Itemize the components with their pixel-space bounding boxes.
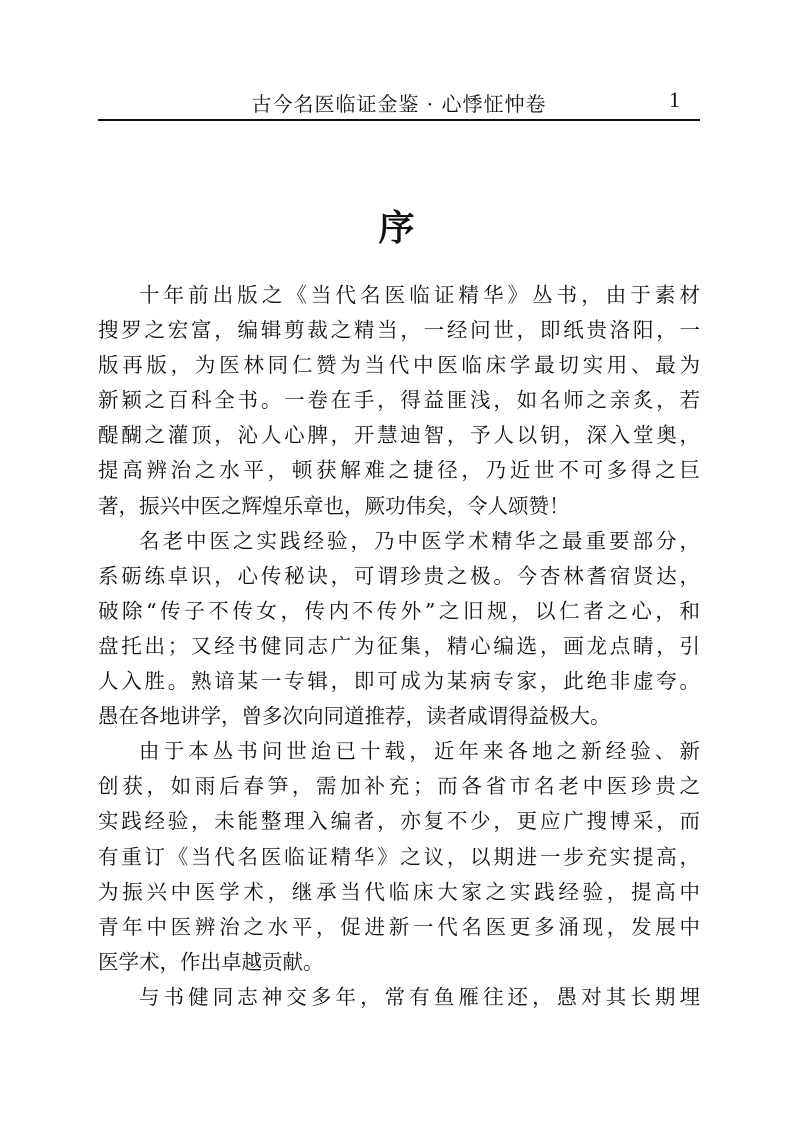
text-line: 搜罗之宏富，编辑剪裁之精当，一经问世，即纸贵洛阳，一 [98, 318, 700, 343]
section-title: 序 [378, 207, 415, 249]
paragraph [98, 734, 700, 980]
text-line: 名老中医之实践经验，乃中医学术精华之最重要部分， [139, 528, 700, 553]
text-line: 医学术，作出卓越贡献。 [98, 949, 324, 974]
text-line: 十年前出版之《当代名医临证精华》丛书，由于素材 [139, 283, 700, 307]
text-line: 提高辨治之水平，顿获解难之捷径，乃近世不可多得之巨 [98, 458, 700, 483]
text-line: 有重订《当代名医临证精华》之议，以期进一步充实提高， [98, 844, 700, 869]
text-line: 实践经验，未能整理入编者，亦复不少，更应广搜博采，而 [98, 809, 700, 834]
text-line: 创获，如雨后春笋，需加补充；而各省市名老中医珍贵之 [98, 774, 700, 799]
paragraph [98, 524, 700, 735]
paragraph [98, 980, 700, 1015]
text-line: 版再版，为医林同仁赞为当代中医临床学最切实用、最为 [98, 353, 700, 378]
text-line: 与书健同志神交多年，常有鱼雁往还，愚对其长期埋 [139, 984, 700, 1009]
text-line: 愚在各地讲学，曾多次向同道推荐，读者咸谓得益极大。 [98, 704, 611, 729]
paragraph [98, 278, 700, 524]
running-header [98, 84, 700, 118]
header-rule [98, 119, 700, 121]
text-line: 破除“传子不传女，传内不传外”之旧规，以仁者之心，和 [98, 598, 700, 623]
text-line: 系砺练卓识，心传秘诀，可谓珍贵之极。今杏林耆宿贤达， [98, 563, 700, 588]
text-line: 盘托出；又经书健同志广为征集，精心编选，画龙点睛，引 [98, 633, 700, 658]
text-line: 著，振兴中医之辉煌乐章也，厥功伟矣，令人颂赞！ [98, 493, 570, 518]
page-number: 1 [669, 87, 680, 112]
running-title: 古今名医临证金鉴 · 心悸怔忡卷 [251, 92, 547, 116]
text-line: 醍醐之灌顶，沁人心脾，开慧迪智，予人以钥，深入堂奥， [98, 423, 700, 448]
body-text [98, 278, 700, 1015]
text-line: 人入胜。熟谙某一专辑，即可成为某病专家，此绝非虚夸。 [98, 669, 700, 694]
text-line: 为振兴中医学术，继承当代临床大家之实践经验，提高中 [98, 879, 700, 904]
text-line: 由于本丛书问世迨已十载，近年来各地之新经验、新 [139, 739, 700, 764]
text-line: 新颖之百科全书。一卷在手，得益匪浅，如名师之亲炙，若 [98, 388, 700, 413]
text-line: 青年中医辨治之水平，促进新一代名医更多涌现，发展中 [98, 914, 700, 939]
